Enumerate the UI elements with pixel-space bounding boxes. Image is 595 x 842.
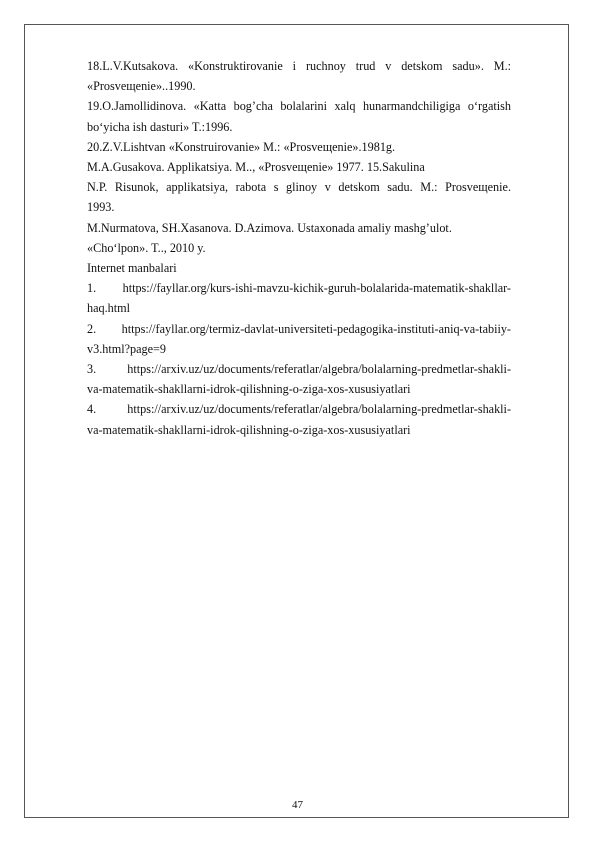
text-line: 19.O.Jamollidinova. «Katta bog’cha bolalarini xalq hunarmandchiligiga o‘rgatish bbox=[87, 99, 511, 114]
text-line: 18.L.V.Kutsakova. «Konstruktirovanie i ruchnoy trud v detskom sadu». M.: bbox=[87, 59, 511, 73]
reference-gusakova bbox=[87, 157, 511, 177]
reference-18 bbox=[87, 56, 511, 96]
link-text: v3.html?page=9 bbox=[87, 341, 166, 356]
text-line: «Cho‘lpon». T.., 2010 y. bbox=[87, 240, 206, 255]
internet-source-4 bbox=[87, 399, 511, 439]
text-line: N.P. Risunok, applikatsiya, rabota s glinoy v detskom sadu. M.: Prosveщenie. bbox=[87, 180, 511, 195]
page-number: 47 bbox=[292, 799, 303, 811]
text-line: 1993. bbox=[87, 200, 115, 215]
link-text: va-matematik-shakllarni-idrok-qilishning-o-ziga-xos-xususiyatlari bbox=[87, 422, 411, 437]
text-line: bo‘yicha ish dasturi» T.:1996. bbox=[87, 119, 233, 134]
reference-20 bbox=[87, 137, 511, 157]
link-text: va-matematik-shakllarni-idrok-qilishning-o-ziga-xos-xususiyatlari bbox=[87, 382, 411, 397]
link-text: 3. https://arxiv.uz/uz/documents/referatlar/algebra/bolalarning-predmetlar-shakli- bbox=[87, 362, 511, 377]
document-body bbox=[87, 56, 511, 440]
reference-19 bbox=[87, 96, 511, 136]
link-text: 1. https://fayllar.org/kurs-ishi-mavzu-kichik-guruh-bolalarida-matematik-shakllar- bbox=[87, 281, 511, 296]
internet-source-3 bbox=[87, 359, 511, 399]
text-line: M.A.Gusakova. Applikatsiya. M.., «Prosveщenie» 1977. 15.Sakulina bbox=[87, 160, 425, 175]
link-text: haq.html bbox=[87, 301, 130, 316]
internet-sources-heading: Internet manbalari bbox=[87, 261, 177, 276]
text-line: M.Nurmatova, SH.Xasanova. D.Azimova. Ustaxonada amaliy mashg’ulot. bbox=[87, 220, 452, 235]
text-line: «Prosveщenie»..1990. bbox=[87, 79, 196, 94]
text-line: 20.Z.V.Lishtvan «Konstruirovanie» M.: «Prosveщenie».1981g. bbox=[87, 139, 396, 154]
link-text: 2. https://fayllar.org/termiz-davlat-universiteti-pedagogika-instituti-aniq-va-tabiiy- bbox=[87, 321, 511, 336]
reference-sakulina bbox=[87, 177, 511, 217]
internet-source-1 bbox=[87, 278, 511, 318]
link-text: 4. https://arxiv.uz/uz/documents/referatlar/algebra/bolalarning-predmetlar-shakli- bbox=[87, 402, 511, 417]
internet-source-2 bbox=[87, 319, 511, 359]
reference-nurmatova bbox=[87, 218, 511, 258]
